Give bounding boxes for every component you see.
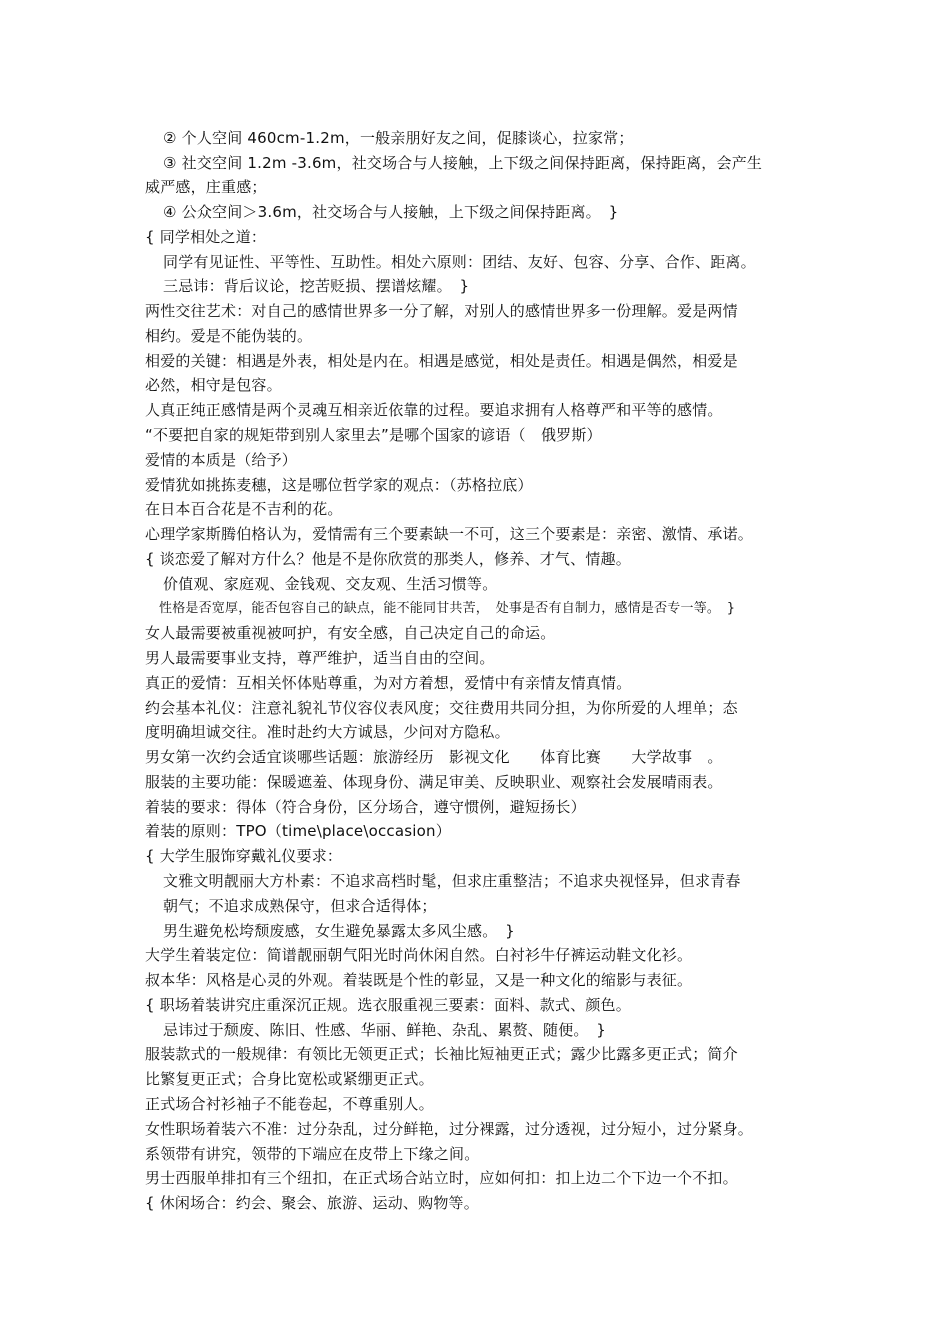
text-line: 两性交往艺术：对自己的感情世界多一分了解，对别人的感情世界多一份理解。爱是两情 [145,302,738,320]
text-line: { 同学相处之道： [145,228,267,246]
text-line: 性格是否宽厚，能否包容自己的缺点，能不能同甘共苦， 处事是否有自制力，感情是否专一等。 } [159,601,736,616]
text-line: { 大学生服饰穿戴礼仪要求： [145,847,343,865]
text-line: 服装的主要功能：保暖遮羞、体现身份、满足审美、反映职业、观察社会发展晴雨表。 [145,773,723,791]
text-line: 相爱的关键：相遇是外表，相处是内在。相遇是感觉，相处是责任。相遇是偶然，相爱是 [145,352,738,370]
text-line: 度明确坦诚交往。准时赴约大方诚恳，少问对方隐私。 [145,723,510,741]
text-line: 着装的原则：TPO（time\place\occasion） [145,822,451,840]
text-line: 心理学家斯腾伯格认为，爱情需有三个要素缺一不可，这三个要素是：亲密、激情、承诺。 [145,525,754,543]
text-line: 相约。爱是不能伪装的。 [145,327,313,345]
text-line: 三忌讳：背后议论，挖苦贬损、摆谱炫耀。 } [163,277,470,295]
text-line: 同学有见证性、平等性、互助性。相处六原则：团结、友好、包容、分享、合作、距离。 [163,253,756,271]
text-line: “不要把自家的规矩带到别人家里去”是哪个国家的谚语（ 俄罗斯） [145,426,602,444]
text-line: 在日本百合花是不吉利的花。 [145,500,343,518]
text-line: 比繁复更正式；合身比宽松或紧绷更正式。 [145,1070,434,1088]
text-line: 男生避免松垮颓废感，女生避免暴露太多风尘感。 } [163,922,515,940]
text-line: 男女第一次约会适宜谈哪些话题：旅游经历 影视文化 体育比赛 大学故事 。 [145,748,723,766]
text-line: 女性职场着装六不准：过分杂乱，过分鲜艳，过分裸露，过分透视，过分短小，过分紧身。 [145,1120,754,1138]
text-line: 大学生着装定位：简谱靓丽朝气阳光时尚休闲自然。白衬衫牛仔裤运动鞋文化衫。 [145,946,693,964]
text-line: 女人最需要被重视被呵护，有安全感，自己决定自己的命运。 [145,624,556,642]
text-line: { 休闲场合：约会、聚会、旅游、运动、购物等。 [145,1194,479,1212]
text-line: 文雅文明靓丽大方朴素：不追求高档时髦，但求庄重整洁；不追求央视怪异，但求青春 [163,872,741,890]
text-line: 威严感，庄重感； [145,178,267,196]
text-line: 系领带有讲究，领带的下端应在皮带上下缘之间。 [145,1145,480,1163]
text-line: 男士西服单排扣有三个纽扣，在正式场合站立时，应如何扣：扣上边二个下边一个不扣。 [145,1169,738,1187]
text-line: 真正的爱情：互相关怀体贴尊重，为对方着想，爱情中有亲情友情真情。 [145,674,632,692]
text-line: 着装的要求：得体（符合身份，区分场合，遵守惯例，避短扬长） [145,798,586,816]
text-line: ② 个人空间 460cm-1.2m，一般亲朋好友之间，促膝谈心，拉家常； [163,129,634,147]
text-line: 正式场合衬衫袖子不能卷起，不尊重别人。 [145,1095,434,1113]
text-line: 男人最需要事业支持，尊严维护，适当自由的空间。 [145,649,495,667]
text-line: { 谈恋爱了解对方什么？他是不是你欣赏的那类人，修养、才气、情趣。 [145,550,631,568]
text-line: { 职场着装讲究庄重深沉正规。选衣服重视三要素：面料、款式、颜色。 [145,996,631,1014]
text-line: 价值观、家庭观、金钱观、交友观、生活习惯等。 [163,575,498,593]
text-line: 人真正纯正感情是两个灵魂互相亲近依靠的过程。要追求拥有人格尊严和平等的感情。 [145,401,723,419]
text-line: 爱情犹如挑拣麦穗，这是哪位哲学家的观点：（苏格拉底） [145,476,533,494]
text-line: ④ 公众空间＞3.6m，社交场合与人接触，上下级之间保持距离。 } [163,203,619,221]
text-line: ③ 社交空间 1.2m -3.6m，社交场合与人接触，上下级之间保持距离，保持距离，会产生 [163,154,763,172]
text-line: 约会基本礼仪：注意礼貌礼节仪容仪表风度；交往费用共同分担，为你所爱的人埋单；态 [145,699,738,717]
text-line: 忌讳过于颓废、陈旧、性感、华丽、鲜艳、杂乱、累赘、随便。 } [163,1021,607,1039]
text-line: 服装款式的一般规律：有领比无领更正式；长袖比短袖更正式；露少比露多更正式；简介 [145,1045,738,1063]
text-line: 爱情的本质是（给予） [145,451,298,469]
text-line: 叔本华：风格是心灵的外观。着装既是个性的彰显，又是一种文化的缩影与表征。 [145,971,693,989]
text-line: 朝气；不追求成熟保守，但求合适得体； [163,897,437,915]
text-line: 必然，相守是包容。 [145,376,282,394]
